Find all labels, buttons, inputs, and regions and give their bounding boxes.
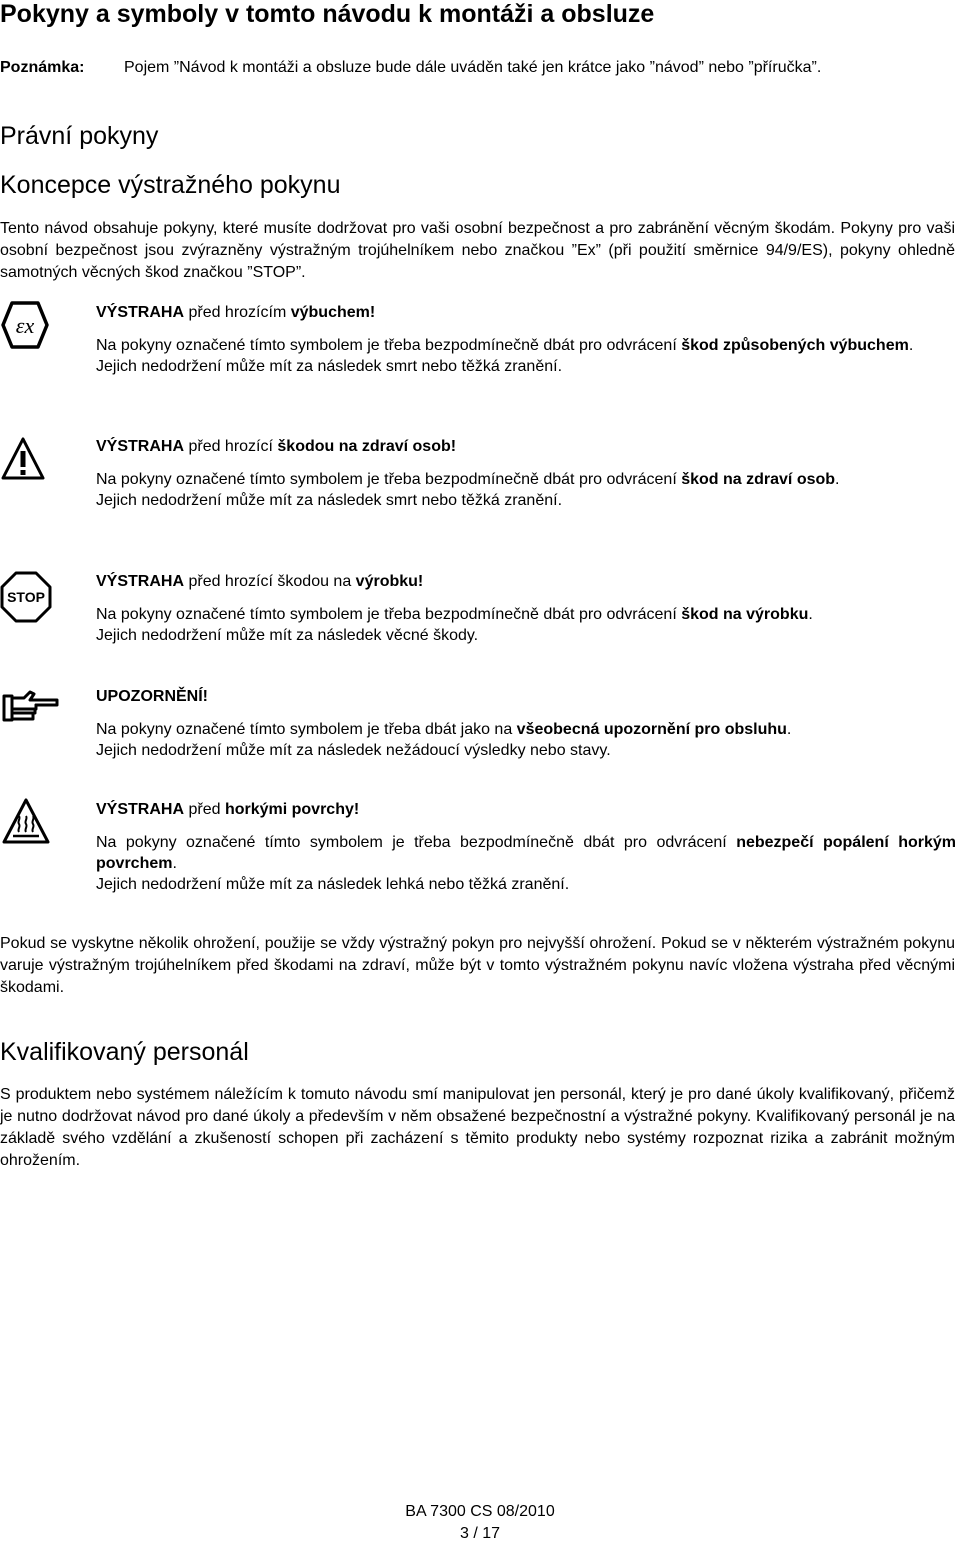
multiple-hazards-paragraph: Pokud se vyskytne několik ohrožení, použije se vždy výstražný pokyn pro nejvyšší ohrožení. Pokud se v některém výstražném pokynu varuje výstražným trojúhelníkem před škodami na zdraví, může být v tomto výstražném pokynu navíc vložena výstraha před věcnými škodami. bbox=[0, 935, 955, 996]
warning-health bbox=[96, 436, 956, 511]
warning-title-mid: před hrozícím bbox=[184, 304, 291, 321]
warning-body: Na pokyny označené tímto symbolem je třeba bezpodmínečně dbát pro odvrácení bbox=[96, 606, 682, 623]
warning-body-emphasis: škod na výrobku bbox=[681, 606, 809, 623]
warning-title: VÝSTRAHA bbox=[96, 304, 185, 321]
warning-body-emphasis: škod způsobených výbuchem bbox=[681, 337, 909, 354]
warning-body-end: . bbox=[172, 855, 177, 872]
ex-explosion-icon bbox=[0, 300, 60, 360]
note-general bbox=[96, 686, 956, 761]
hot-surface-icon bbox=[0, 796, 60, 856]
svg-text:STOP: STOP bbox=[7, 589, 45, 605]
warning-body-end: . bbox=[808, 606, 813, 623]
warning-consequence: Jejich nedodržení může mít za následek věcné škody. bbox=[96, 627, 479, 644]
warning-body: Na pokyny označené tímto symbolem je třeba dbát jako na bbox=[96, 721, 517, 738]
footer-doc-id: BA 7300 CS 08/2010 bbox=[405, 1503, 555, 1520]
warning-title-end: výrobku! bbox=[355, 573, 424, 590]
warning-body: Na pokyny označené tímto symbolem je třeba bezpodmínečně dbát pro odvrácení bbox=[96, 471, 682, 488]
warning-title-end: horkými povrchy! bbox=[224, 801, 360, 818]
svg-text:εx: εx bbox=[15, 313, 35, 338]
warning-title-end: výbuchem! bbox=[290, 304, 376, 321]
warning-title-mid: před bbox=[184, 801, 225, 818]
stop-sign-icon bbox=[0, 570, 60, 630]
footer-page-number: 3 / 17 bbox=[459, 1525, 501, 1542]
warning-body-end: . bbox=[786, 721, 792, 738]
legal-title: Právní pokyny bbox=[0, 122, 159, 150]
warning-consequence: Jejich nedodržení může mít za následek lehká nebo těžká zranění. bbox=[96, 876, 570, 893]
warning-title-mid: před hrozící škodou na bbox=[184, 573, 356, 590]
concept-subtitle: Koncepce výstražného pokynu bbox=[0, 171, 341, 199]
note-label: Poznámka: bbox=[0, 59, 85, 76]
warning-consequence: Jejich nedodržení může mít za následek nežádoucí výsledky nebo stavy. bbox=[96, 742, 611, 759]
warning-title: VÝSTRAHA bbox=[96, 438, 185, 455]
intro-paragraph: Tento návod obsahuje pokyny, které musíte dodržovat pro vaši osobní bezpečnost a pro zabránění věcným škodám. Pokyny pro vaši osobní bezpečnost jsou zvýrazněny výstražným trojúhelníkem nebo značkou ”Ex” (při použití směrnice 94/9/ES), pokyny ohledně samotných věcných škod značkou ”STOP”. bbox=[0, 220, 955, 281]
warning-hot-surface bbox=[96, 799, 956, 895]
warning-body-emphasis: nebezpečí popálení horkým povrchem bbox=[96, 834, 957, 872]
warning-body-end: . bbox=[908, 337, 914, 354]
pointing-hand-icon bbox=[0, 688, 60, 748]
warning-product bbox=[96, 571, 956, 646]
warning-title: VÝSTRAHA bbox=[96, 801, 185, 818]
warning-body-end: . bbox=[835, 471, 840, 488]
page-heading: Pokyny a symboly v tomto návodu k montáži a obsluze bbox=[0, 0, 655, 28]
qualified-personnel-paragraph: S produktem nebo systémem náležícím k tomuto návodu smí manipulovat jen personál, který je pro dané úkoly kvalifikovaný, přičemž je nutno dodržovat návod pro dané úkoly a především v něm obsažené bezpečnostní a výstražné pokyny. Kvalifikovaný personál je na základě svého vzdělání a zkušeností schopen při zacházení s těmito produkty nebo systémy rozpoznat rizika a zabránit možným ohrožením. bbox=[0, 1086, 955, 1169]
warning-explosion bbox=[96, 302, 956, 377]
warning-consequence: Jejich nedodržení může mít za následek smrt nebo těžká zranění. bbox=[96, 358, 563, 375]
warning-title-mid: před hrozící bbox=[184, 438, 278, 455]
warning-body-emphasis: škod na zdraví osob bbox=[681, 471, 836, 488]
warning-consequence: Jejich nedodržení může mít za následek smrt nebo těžká zranění. bbox=[96, 492, 563, 509]
warning-body: Na pokyny označené tímto symbolem je třeba bezpodmínečně dbát pro odvrácení bbox=[96, 834, 737, 851]
warning-title: UPOZORNĚNÍ! bbox=[96, 688, 208, 705]
note-text: Pojem ”Návod k montáži a obsluze bude dále uváděn také jen krátce jako ”návod” nebo ”příručka”. bbox=[124, 59, 822, 76]
warning-title: VÝSTRAHA bbox=[96, 573, 185, 590]
warning-body-emphasis: všeobecná upozornění pro obsluhu bbox=[516, 721, 787, 738]
warning-triangle-icon bbox=[0, 435, 60, 495]
warning-body: Na pokyny označené tímto symbolem je třeba bezpodmínečně dbát pro odvrácení bbox=[96, 337, 682, 354]
warning-title-end: škodou na zdraví osob! bbox=[277, 438, 457, 455]
qualified-personnel-title: Kvalifikovaný personál bbox=[0, 1038, 249, 1066]
